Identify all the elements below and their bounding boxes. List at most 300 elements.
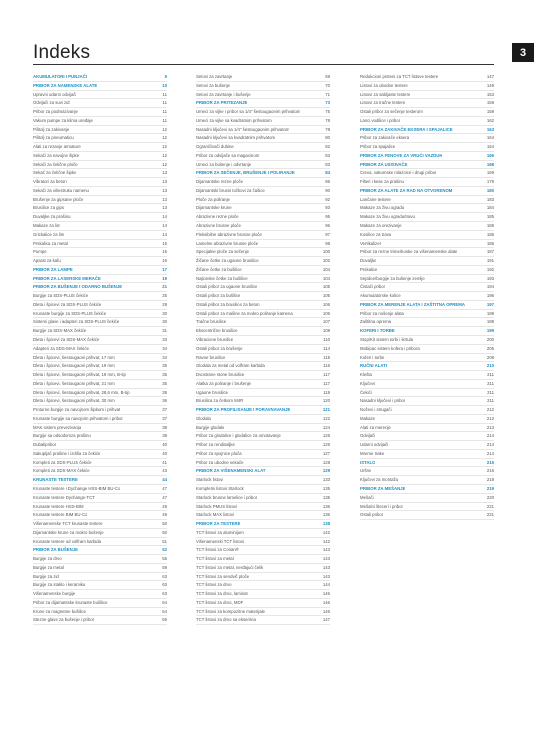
index-entry [360, 108, 494, 117]
index-entry-label: TCT listovi za drvo, laminat [196, 591, 248, 597]
index-entry-label: Višenamenski TCT listovi [196, 538, 244, 544]
index-entry-label: Burgije za drvo [33, 556, 62, 562]
index-entry-page: 185 [486, 214, 494, 220]
index-entry-page: 44 [162, 477, 167, 483]
index-entry-label: Kosilice za travu [360, 231, 392, 237]
index-entry [360, 318, 494, 327]
index-entry [196, 450, 330, 459]
index-entry-label: Dleta i špicevi, šestougaoni prihvat, 21 mm [33, 380, 115, 386]
index-entry-page: 14 [162, 214, 167, 220]
index-entry-page: 162 [486, 117, 494, 123]
index-entry-page: 214 [486, 450, 494, 456]
index-entry-page: 78 [325, 117, 330, 123]
index-entry [33, 362, 167, 371]
index-entry-page: 216 [486, 468, 494, 474]
index-entry-label: Sekači za čelične ploče [33, 161, 78, 167]
index-entry-label: Listovi za tračne testere [360, 100, 406, 106]
index-entry [196, 117, 330, 126]
index-entry [360, 117, 494, 126]
index-entry-page: 211 [487, 372, 494, 378]
index-entry-label: Odvijači [360, 433, 376, 439]
index-section-heading [360, 485, 494, 494]
index-entry [196, 187, 330, 196]
index-entry-label: Krune za magnetne bušilice [33, 608, 87, 614]
index-entry-page: 49 [162, 512, 167, 518]
index-entry-label: Ostali pribor za sečenje testerom [360, 109, 423, 115]
index-entry [33, 459, 167, 468]
index-entry [33, 511, 167, 520]
index-entry-page: 55 [162, 556, 167, 562]
index-entry-page: 104 [322, 275, 330, 281]
index-entry-label: Listovi za sabljaste testere [360, 91, 411, 97]
index-entry-label: PRIBOR ZA MEŠANJE [360, 485, 406, 491]
index-entry-label: Alati za merenje [360, 424, 391, 430]
index-entry-page: 43 [162, 468, 167, 474]
index-entry-page: 82 [325, 144, 330, 150]
index-entry-label: Lanci vodilice i pribor [360, 117, 401, 123]
index-entry-page: 180 [486, 187, 494, 193]
index-entry-page: 221 [486, 503, 494, 509]
index-entry-label: Dijamantske krune [196, 205, 232, 211]
index-entry-label: TCT listovi za sendvič ploče [196, 573, 250, 579]
index-entry [360, 494, 494, 503]
index-entry-page: 34 [162, 345, 167, 351]
index-entry [33, 318, 167, 327]
index-entry [360, 503, 494, 512]
index-entry-page: 71 [325, 91, 330, 97]
index-entry [33, 336, 167, 345]
index-entry [196, 441, 330, 450]
index-entry-page: 59 [162, 564, 167, 570]
index-entry-label: Prskalice [360, 266, 378, 272]
index-entry-label: Najlonske četke za bušilice [196, 275, 248, 281]
index-entry [33, 213, 167, 222]
index-entry-label: Starlock MAX listovi [196, 512, 234, 518]
index-entry-page: 205 [486, 345, 494, 351]
index-entry [360, 134, 494, 143]
index-entry [360, 389, 494, 398]
index-entry [196, 222, 330, 231]
index-entry-label: Burgije za metal [33, 564, 64, 570]
index-entry-label: Makaze za živu ogradu [360, 205, 405, 211]
index-entry-page: 213 [486, 424, 494, 430]
index-entry [33, 424, 167, 433]
index-entry-page: 64 [162, 608, 167, 614]
index-entry-page: 105 [322, 293, 330, 299]
index-entry [33, 389, 167, 398]
index-entry-label: Alatka za poliranje i brušenje [196, 380, 251, 386]
index-entry-page: 34 [162, 354, 167, 360]
index-entry-page: 36 [162, 398, 167, 404]
index-section-heading [360, 187, 494, 196]
index-entry [196, 91, 330, 100]
index-entry-label: Sekač za čelične šipke [33, 170, 77, 176]
index-entry-page: 15 [162, 240, 167, 246]
index-entry-page: 105 [322, 284, 330, 290]
index-entry-label: Krunaste testere od volfram karbida [33, 538, 102, 544]
index-entry-page: 38 [162, 424, 167, 430]
index-entry-page: 47 [162, 485, 167, 491]
index-entry [360, 354, 494, 363]
index-entry-label: Abrazivne brusne ploče [196, 223, 241, 229]
index-entry-label: Višenamenske burgije [33, 591, 76, 597]
index-entry [33, 169, 167, 178]
index-entry-label: Dubalipribor [33, 442, 57, 448]
index-entry-label: PRIBOR ZA BUŠENJE [33, 547, 78, 553]
index-entry-page: 14 [162, 231, 167, 237]
page-number-tab: 3 [512, 43, 534, 62]
index-entry [33, 485, 167, 494]
index-entry [360, 257, 494, 266]
index-entry-page: 143 [322, 564, 330, 570]
index-entry-label: Makaze za lim [33, 223, 61, 229]
index-entry-label: Lamelne abrazivne brusne ploče [196, 240, 259, 246]
index-entry [196, 143, 330, 152]
index-entry-page: 143 [322, 556, 330, 562]
index-entry-label: Burgije sa odsodomza prašinu [33, 433, 91, 439]
index-entry-page: 127 [322, 450, 330, 456]
index-entry-page: 86 [325, 179, 330, 185]
index-entry-page: 193 [486, 275, 494, 281]
index-entry-page: 40 [162, 450, 167, 456]
index-entry [360, 397, 494, 406]
index-entry [196, 529, 330, 538]
index-entry-page: 84 [325, 170, 330, 176]
index-entry [33, 616, 167, 625]
index-entry [196, 503, 330, 512]
index-entry [360, 143, 494, 152]
index-entry-label: PRIBOR ZA PROFILISANJE I PORAVNAVANJE [196, 407, 291, 413]
index-entry-page: 41 [162, 459, 167, 465]
index-entry [196, 397, 330, 406]
index-entry-label: Udarni odvijači [360, 442, 389, 448]
index-entry [360, 441, 494, 450]
index-entry [196, 82, 330, 91]
index-column-1 [33, 73, 167, 625]
index-entry [196, 134, 330, 143]
index-entry [360, 240, 494, 249]
index-entry-page: 198 [486, 310, 494, 316]
index-entry-label: Abrazivne rezne ploče [196, 214, 239, 220]
index-section-heading [360, 161, 494, 170]
index-entry-label: Akumulatorske kolice [360, 293, 401, 299]
index-entry-page: 149 [486, 82, 494, 88]
index-entry [360, 196, 494, 205]
index-entry-label: Ostali pribor za bušilice [196, 293, 241, 299]
index-entry-label: Setovi za zavrtanje [196, 74, 233, 79]
index-entry-label: Krunaste testere HSS-BIM [33, 503, 84, 509]
index-section-heading [360, 327, 494, 336]
index-entry [33, 415, 167, 424]
index-entry-label: Setovi za zavrtanje i bušenje [196, 91, 251, 97]
index-entry-label: Ostali pribor za brušenje [196, 345, 243, 351]
index-entry-label: Listovi za ubodne testere [360, 82, 408, 88]
index-entry-page: 136 [322, 512, 330, 518]
index-entry-page: 164 [486, 144, 494, 150]
index-entry [360, 467, 494, 476]
index-entry-label: Fleksibilne abrazivne brusne ploče [196, 231, 262, 237]
index-entry-label: Dijamantski brusni točkovi za čašice [196, 187, 265, 193]
index-entry-label: TCT listovi za metal, nerđajući čelik [196, 564, 264, 570]
index-section-heading [33, 546, 167, 555]
index-entry [360, 178, 494, 187]
index-entry-label: Makaze [360, 415, 376, 421]
index-entry-label: Koferi i torbe [360, 354, 385, 360]
index-entry-label: Ploče za poliranje [196, 196, 230, 202]
index-entry-page: 12 [162, 135, 167, 141]
index-entry-page: 142 [322, 529, 330, 535]
index-section-heading [33, 275, 167, 284]
index-entry-page: 63 [162, 573, 167, 579]
index-section-heading [196, 520, 330, 529]
index-entry-label: Setovi za bušenje [196, 82, 230, 88]
index-entry [33, 187, 167, 196]
index-entry-label: PRIBOR ZA LAMPE [33, 266, 73, 272]
index-entry [196, 73, 330, 82]
index-entry-page: 50 [162, 529, 167, 535]
index-entry [196, 248, 330, 257]
index-entry-label: Noževi i strugači [360, 407, 392, 413]
index-entry [33, 310, 167, 319]
index-section-heading [360, 362, 494, 371]
index-entry [360, 345, 494, 354]
index-entry [33, 397, 167, 406]
index-entry [33, 301, 167, 310]
index-entry-label: TCT listovi za kompozitne materijale [196, 608, 265, 614]
index-entry-page: 143 [322, 547, 330, 553]
index-entry-page: 126 [322, 433, 330, 439]
index-entry [196, 257, 330, 266]
index-entry-label: PRIBOR ZA USISIVAČE [360, 161, 408, 167]
index-entry-label: PRIBOR ZA LASERSKE MERAČE [33, 275, 101, 281]
index-entry-label: Alati za rezanje armature [33, 144, 81, 150]
index-entry-page: 39 [162, 433, 167, 439]
index-entry [360, 73, 494, 82]
index-entry [196, 459, 330, 468]
index-entry-page: 95 [325, 214, 330, 220]
index-entry-label: Starlock brusne lamelice i pribor [196, 494, 258, 500]
index-entry-page: 215 [486, 459, 494, 465]
page-title: Indeks [33, 42, 91, 63]
index-entry-page: 117 [323, 380, 330, 386]
index-entry-label: Krunaste testere i Dychange HSS-BIM BU-Co [33, 485, 121, 491]
index-entry-page: 183 [486, 196, 494, 202]
index-entry [196, 599, 330, 608]
index-entry-label: TCT listovi za metal [196, 556, 234, 562]
index-entry-page: 133 [322, 477, 330, 483]
index-entry-page: 17 [162, 266, 167, 272]
index-entry-label: Ostali pribor za brusilice za beton [196, 301, 260, 307]
index-entry-page: 90 [325, 187, 330, 193]
index-entry-page: 30 [162, 319, 167, 325]
index-entry-label: Krunaste burgije za SDS-PLUS čekiće [33, 310, 107, 316]
index-entry-page: 19 [162, 275, 167, 281]
index-entry [360, 283, 494, 292]
index-entry [33, 248, 167, 257]
index-entry-label: Vibratori za beton [33, 179, 67, 185]
index-entry-label: Čekići [360, 389, 372, 395]
index-entry [196, 590, 330, 599]
index-entry [196, 555, 330, 564]
index-entry-label: PRIBOR ZA NAMENSKE ALATE [33, 82, 98, 88]
index-entry [360, 266, 494, 275]
index-entry [196, 415, 330, 424]
index-entry-label: Sakupljač prašine i izdiša za čekiće [33, 450, 101, 456]
index-entry [33, 380, 167, 389]
index-entry [33, 231, 167, 240]
index-entry-page: 12 [162, 126, 167, 132]
index-entry [33, 240, 167, 249]
index-entry-page: 191 [486, 258, 494, 264]
index-entry-page: 184 [486, 205, 494, 211]
index-entry-page: 212 [486, 407, 494, 413]
index-entry-label: Krunaste burgije sa navojnim prihvatom i pribor [33, 415, 123, 421]
index-entry-page: 218 [486, 477, 494, 483]
index-entry-label: Kompleti za SDS-PLUS čekiće [33, 459, 92, 465]
index-entry-label: Creva, vakumske mlaznice i drugi pribor [360, 170, 437, 176]
index-entry-page: 129 [322, 468, 330, 474]
index-entry [33, 590, 167, 599]
index-entry [360, 213, 494, 222]
index-entry-label: Sistemi glave i adapteri za SDS-PLUS čekiće [33, 319, 120, 325]
index-entry-label: Nasadni ključevi sa 1/4" šestougaonim prihvatom [196, 126, 290, 132]
index-entry-label: TCT listovi za aluminijum [196, 529, 244, 535]
index-entry-page: 31 [162, 328, 167, 334]
index-entry-label: Filteri i kese za prašinu [360, 179, 404, 185]
index-entry-page: 211 [487, 389, 494, 395]
index-entry-label: PRIBOR ZA MERENJE ALATA I ZAŠTITNA OPREMA [360, 301, 465, 307]
index-entry-page: 163 [486, 126, 494, 132]
index-entry-page: 93 [325, 205, 330, 211]
index-entry-label: Brušenje za gipsane ploče [33, 196, 84, 202]
index-entry [33, 345, 167, 354]
index-section-heading [360, 126, 494, 135]
index-entry-label: Odvijači za suvi zid [33, 100, 70, 106]
index-entry-page: 166 [486, 152, 494, 158]
index-entry-page: 192 [486, 266, 494, 272]
index-column-3 [360, 73, 494, 520]
index-entry-page: 35 [162, 380, 167, 386]
index-entry-label: Pribor za dijamantske krunaste bušilice [33, 599, 108, 605]
index-entry [360, 310, 494, 319]
index-entry [196, 424, 330, 433]
index-entry [360, 82, 494, 91]
index-entry-page: 13 [162, 205, 167, 211]
index-entry-label: TCT listovi za drvo, MDF [196, 599, 244, 605]
index-entry-label: Starlock listovi [196, 477, 224, 483]
index-entry-label: Burgije za staklo i keramiku [33, 582, 86, 588]
index-entry-label: Pribor za spajalice [360, 144, 396, 150]
index-entry-label: Pumpe [33, 249, 47, 255]
index-entry [196, 608, 330, 617]
index-entry-label: PRIBOR ZA SEČENJE, BRUŠENJE I POLIRANJE [196, 170, 295, 176]
index-entry [196, 213, 330, 222]
index-entry [196, 152, 330, 161]
index-entry-label: Aparat za kafu [33, 258, 61, 264]
index-entry-label: Dleta i špicevi, šestougaoni prihvat, 19 mm [33, 363, 115, 369]
index-entry-page: 65 [162, 617, 167, 623]
index-entry-page: 115 [323, 354, 330, 360]
index-entry [33, 143, 167, 152]
index-entry-page: 146 [322, 608, 330, 614]
index-entry [196, 432, 330, 441]
index-entry-page: 128 [322, 459, 330, 465]
index-entry [196, 581, 330, 590]
index-entry-page: 144 [322, 582, 330, 588]
index-entry-label: Zaštitna oprema [360, 319, 392, 325]
index-entry-label: Čistači pribor [360, 284, 386, 290]
index-entry [196, 573, 330, 582]
index-entry-label: PRIBOR ZA ALATE ZA RAD NA OTVORENOM [360, 187, 453, 193]
index-entry-label: Ograničivači dubine [196, 144, 234, 150]
index-entry-label: Pribor za rezne trimerkoske za višenamenske alate [360, 249, 458, 255]
index-entry [33, 441, 167, 450]
index-section-heading [33, 283, 167, 292]
index-entry [33, 573, 167, 582]
index-entry-label: Lančane testere [360, 196, 391, 202]
index-entry-label: Ključevi [360, 380, 375, 386]
index-entry [33, 126, 167, 135]
index-entry-label: Mobipac sistem kofera i pribora [360, 345, 420, 351]
index-entry-page: 35 [162, 363, 167, 369]
index-entry-page: 153 [486, 91, 494, 97]
index-entry [33, 292, 167, 301]
index-entry-page: 135 [322, 485, 330, 491]
index-entry-page: 146 [322, 591, 330, 597]
index-entry-page: 64 [162, 599, 167, 605]
index-entry [360, 476, 494, 485]
index-entry-page: 211 [487, 398, 494, 404]
index-entry-label: Dleta i špicevi, šestougaoni prihvat, 30 mm [33, 398, 115, 404]
index-entry [196, 380, 330, 389]
index-entry-label: Makaze za orezivanje [360, 223, 402, 229]
index-entry-label: Nasadni ključevi i pribor [360, 398, 406, 404]
index-entry-label: PRIBOR ZA VIŠENAMENSKI ALAT [196, 468, 266, 474]
index-entry [33, 520, 167, 529]
index-entry-page: 63 [162, 591, 167, 597]
index-entry-page: 11 [162, 91, 167, 97]
index-entry-page: 13 [162, 196, 167, 202]
index-entry-label: Dleta i špicevi, šestougaoni prihvat, 17 mm [33, 354, 115, 360]
index-entry-page: 11 [162, 117, 167, 123]
index-entry-page: 10 [162, 82, 167, 88]
index-entry [360, 231, 494, 240]
index-entry-page: 11 [162, 109, 167, 115]
index-entry [196, 476, 330, 485]
index-entry-page: 12 [162, 152, 167, 158]
index-entry [196, 204, 330, 213]
index-entry [33, 529, 167, 538]
index-entry-page: 52 [162, 547, 167, 553]
index-entry [196, 354, 330, 363]
index-entry-page: 98 [325, 240, 330, 246]
index-entry-page: 185 [486, 223, 494, 229]
index-entry-page: 30 [162, 310, 167, 316]
index-entry-page: 164 [486, 135, 494, 141]
index-entry-label: Umeci za bušenje i odvrtanje [196, 161, 252, 167]
index-entry-label: Pribor za zakivače eksera [360, 135, 410, 141]
index-entry-label: Dijamantske rezne ploče [196, 179, 244, 185]
index-entry-label: Duvaljke za prašinu [33, 214, 71, 220]
index-entry-page: 106 [322, 301, 330, 307]
index-entry [360, 169, 494, 178]
index-entry [196, 511, 330, 520]
index-entry-label: Žičane četke za bušilice [196, 266, 242, 272]
index-section-heading [33, 82, 167, 91]
index-entry [33, 371, 167, 380]
index-entry-label: Sekači za višestruku namenu [33, 187, 89, 193]
index-entry [360, 511, 494, 520]
